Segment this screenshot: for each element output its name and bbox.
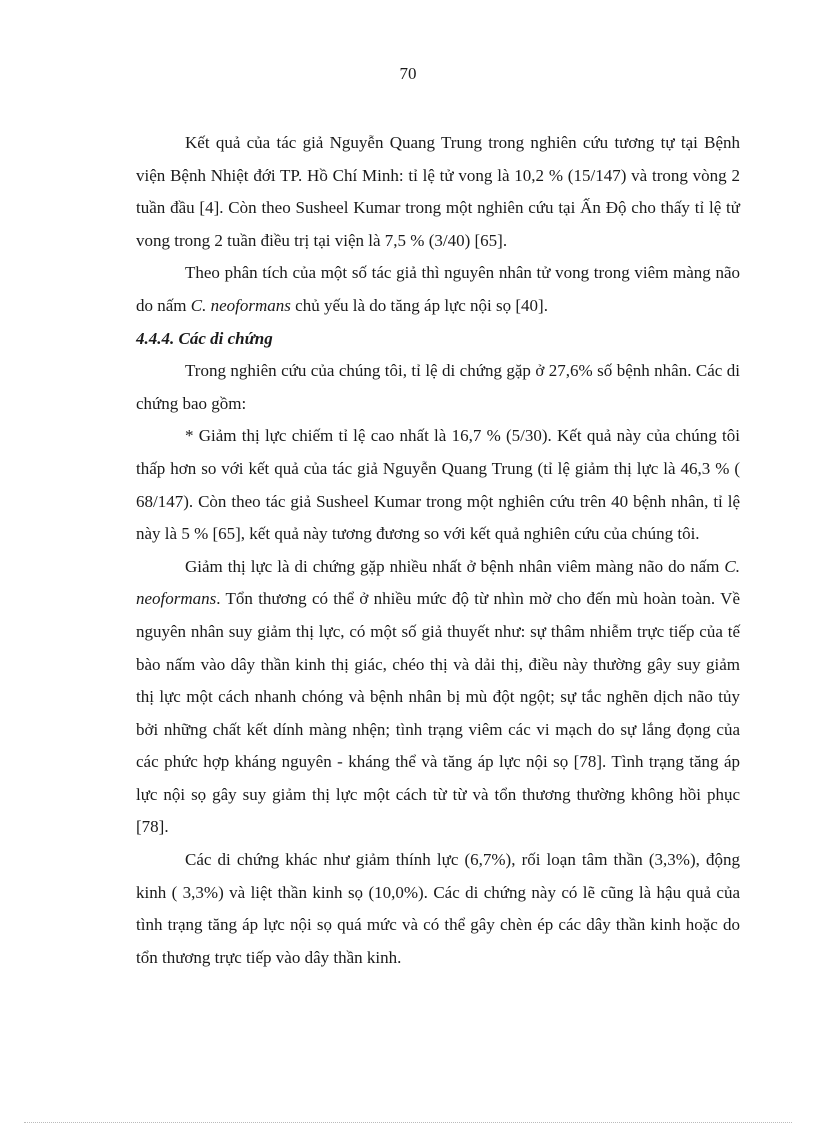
paragraph-cause-of-death xyxy=(136,257,740,322)
paragraph-sequelae-rate: Trong nghiên cứu của chúng tôi, tỉ lệ di chứng gặp ở 27,6% số bệnh nhân. Các di chứng bao gồm: xyxy=(136,361,740,413)
section-heading: 4.4.4. Các di chứng xyxy=(136,328,273,348)
paragraph-text: . Tổn thương có thể ở nhiều mức độ từ nhìn mờ cho đến mù hoàn toàn. Về nguyên nhân suy giảm thị lực, có một số giả thuyết như: sự thâm nhiễm trực tiếp của tế bào nấm vào dây thần kinh thị giác, chéo thị và dải thị, điều này thường gây suy giảm thị lực một cách nhanh chóng và bệnh nhân bị mù đột ngột; sự tắc nghẽn dịch não tủy bởi những chất kết dính màng nhện; tình trạng viêm các vi mạch do sự lắng đọng của các phức hợp kháng nguyên - kháng thể và tăng áp lực nội sọ [78]. Tình trạng tăng áp lực nội sọ gây suy giảm thị lực một cách từ từ và tổn thương thường không hồi phục [78]. xyxy=(136,589,740,837)
paragraph-mortality-comparison: Kết quả của tác giả Nguyễn Quang Trung trong nghiên cứu tương tự tại Bệnh viện Bệnh Nhiệt đới TP. Hồ Chí Minh: tỉ lệ tử vong là 10,2 % (15/147) và trong vòng 2 tuần đầu [4]. Còn theo Susheel Kumar trong một nghiên cứu tại Ấn Độ cho thấy tỉ lệ tử vong trong 2 tuần điều trị tại viện là 7,5 % (3/40) [65]. xyxy=(136,133,740,250)
paragraph-other-sequelae: Các di chứng khác như giảm thính lực (6,7%), rối loạn tâm thần (3,3%), động kinh ( 3,3%) và liệt thần kinh sọ (10,0%). Các di chứng này có lẽ cũng là hậu quả của tình trạng tăng áp lực nội sọ quá mức và có thể gây chèn ép các dây thần kinh hoặc do tổn thương trực tiếp vào dây thần kinh. xyxy=(136,850,740,967)
paragraph-text: Giảm thị lực là di chứng gặp nhiều nhất ở bệnh nhân viêm màng não do nấm xyxy=(185,556,725,576)
paragraph-text: Theo phân tích của một số tác giả thì nguyên nhân tử vong trong viêm màng não do nấm xyxy=(136,263,740,315)
paragraph-vision-loss-comparison: * Giảm thị lực chiếm tỉ lệ cao nhất là 16,7 % (5/30). Kết quả này của chúng tôi thấp hơn so với kết quả của tác giả Nguyễn Quang Trung (tỉ lệ giảm thị lực là 46,3 % ( 68/147). Còn theo tác giả Susheel Kumar trong một nghiên cứu trên 40 bệnh nhân, tỉ lệ này là 5 % [65], kết quả này tương đương so với kết quả nghiên cứu của chúng tôi. xyxy=(136,426,740,544)
paragraph-text: chủ yếu là do tăng áp lực nội sọ [40]. xyxy=(290,295,548,315)
document-body xyxy=(136,127,740,974)
page-number: 70 xyxy=(399,64,417,83)
species-name: C. neoformans xyxy=(190,295,291,315)
species-name: C. neoformans xyxy=(136,556,740,609)
paragraph-vision-loss-mechanisms xyxy=(136,551,740,844)
